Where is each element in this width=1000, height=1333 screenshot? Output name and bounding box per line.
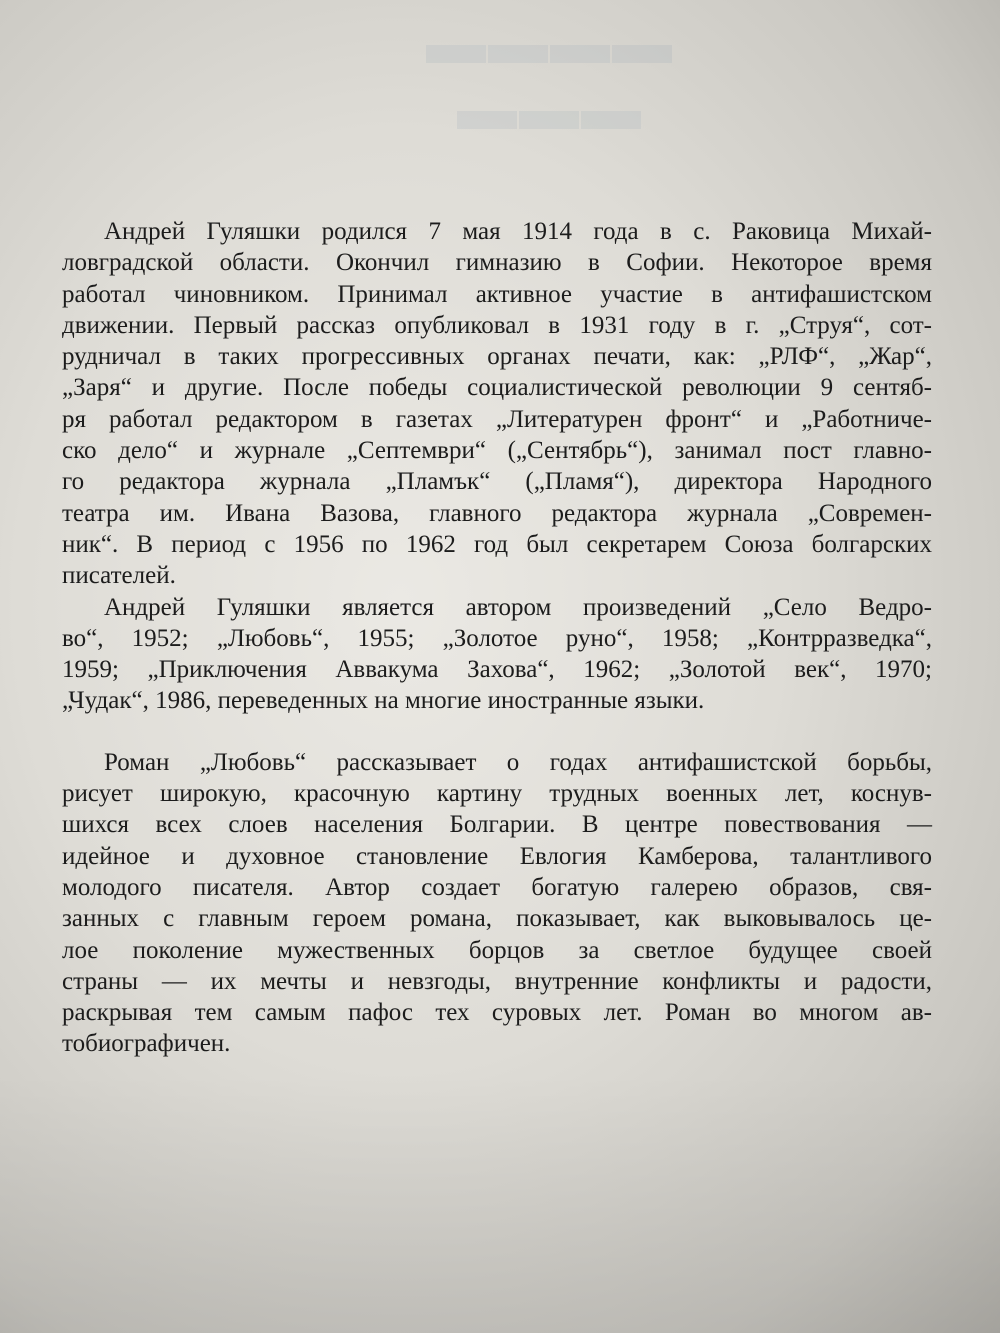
biography-paragraph — [62, 216, 932, 592]
text-line: „Заря“ и другие. После победы социалистической революции 9 сентяб- — [62, 374, 932, 402]
text-line: Андрей Гуляшки является автором произведений „Село Ведро- — [104, 593, 932, 621]
text-line: писателей. — [62, 562, 176, 590]
text-line: 1959; „Приключения Аввакума Захова“, 1962; „Золотой век“, 1970; — [62, 656, 932, 684]
text-line: молодого писателя. Автор создает богатую галерею образов, свя- — [62, 873, 932, 901]
text-line: идейное и духовное становление Евлогия Камберова, талантливого — [62, 842, 932, 870]
text-line: Андрей Гуляшки родился 7 мая 1914 года в с. Раковица Михай- — [104, 218, 932, 245]
text-line: рудничал в таких прогрессивных органах печати, как: „РЛФ“, „Жар“, — [62, 343, 932, 371]
text-line: шихся всех слоев населения Болгарии. В центре повествования — — [62, 811, 932, 839]
text-line: занных с главным героем романа, показывает, как выковывалось це- — [62, 905, 932, 933]
text-line: движении. Первый рассказ опубликовал в 1931 году в г. „Струя“, сот- — [62, 311, 932, 339]
text-line: во“, 1952; „Любовь“, 1955; „Золотое руно“, 1958; „Контрразведка“, — [62, 624, 932, 652]
text-line: страны — их мечты и невзгоды, внутренние конфликты и радости, — [62, 967, 932, 995]
text-line: ря работал редактором в газетах „Литературен фронт“ и „Работниче- — [62, 405, 932, 433]
works-paragraph — [62, 592, 932, 717]
text-line: ско дело“ и журнале „Септември“ („Сентябрь“), занимал пост главно- — [62, 437, 932, 465]
text-line: Роман „Любовь“ рассказывает о годах антифашистской борьбы, — [104, 748, 932, 776]
show-through-title: ▬▬▬▬ ▬▬▬ — [426, 9, 674, 142]
text-line: го редактора журнала „Пламък“ („Пламя“), директора Народного — [62, 468, 932, 496]
annotation-text — [62, 216, 932, 1060]
text-line: лое поколение мужественных борцов за светлое будущее своей — [62, 936, 932, 964]
novel-summary-paragraph — [62, 747, 932, 1060]
text-line: тобиографичен. — [62, 1030, 231, 1058]
text-line: театра им. Ивана Вазова, главного редактора журнала „Современ- — [62, 499, 932, 527]
text-line: раскрывая тем самым пафос тех суровых лет. Роман во многом ав- — [62, 999, 932, 1027]
text-line: „Чудак“, 1986, переведенных на многие иностранные языки. — [62, 687, 705, 715]
paragraph-gap — [62, 717, 932, 747]
page-shadow — [0, 1073, 1000, 1333]
text-line: ловградской области. Окончил гимназию в Софии. Некоторое время — [62, 249, 932, 277]
text-line: рисует широкую, красочную картину трудных военных лет, коснув- — [62, 780, 932, 808]
text-line: ник“. В период с 1956 по 1962 год был секретарем Союза болгарских — [62, 530, 932, 558]
text-line: работал чиновником. Принимал активное участие в антифашистском — [62, 280, 932, 308]
